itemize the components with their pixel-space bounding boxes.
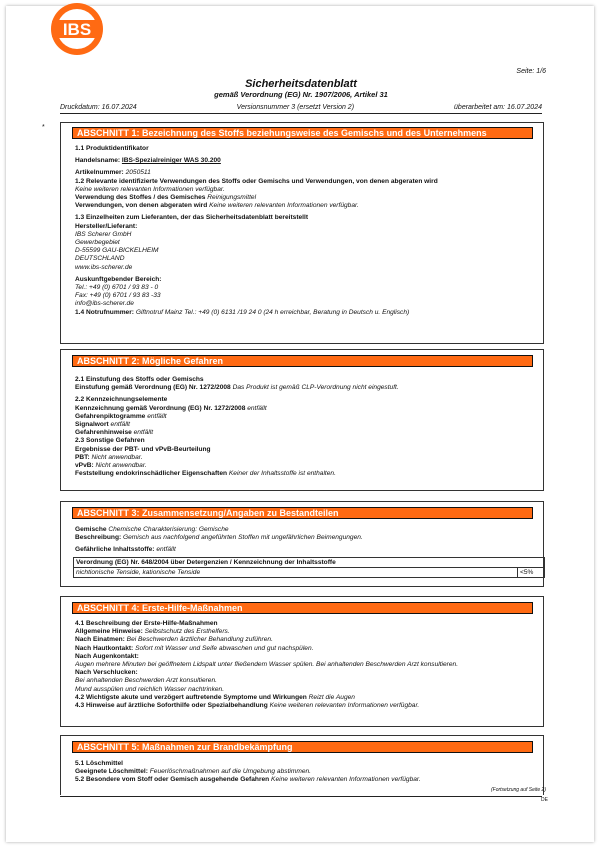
continued-note: (Fortsetzung auf Seite 2) xyxy=(490,787,546,793)
s3-mixtures: · Gemische Chemische Charakterisierung: Gemische xyxy=(75,526,535,534)
s4-eye-label: · Nach Augenkontakt: xyxy=(75,653,535,661)
s2-hazard-statements: · Gefahrenhinweise entfällt xyxy=(75,429,535,437)
version-number: Versionsnummer 3 (ersetzt Version 2) xyxy=(236,104,355,111)
s2-classification-head: · 2.1 Einstufung des Stoffs oder Gemischs xyxy=(75,376,535,384)
footer-divider xyxy=(60,796,542,797)
section-2-body xyxy=(75,376,535,478)
s2-signal-word: · Signalwort entfällt xyxy=(75,421,535,429)
trade-name-value: IBS-Spezialreiniger WAS 30.200 xyxy=(121,157,221,165)
s4-skin: · Nach Hautkontakt: Sofort mit Wasser und Seife abwaschen und gut nachspülen. xyxy=(75,645,535,653)
s1-info-department-label: · Auskunftgebender Bereich: xyxy=(75,276,535,284)
s1-trade-name: · Handelsname: IBS-Spezialreiniger WAS 30.200 xyxy=(75,157,535,165)
s1-manufacturer-label: · Hersteller/Lieferant: xyxy=(75,223,535,231)
section-5-body xyxy=(75,760,535,785)
s2-labelling: · Kennzeichnung gemäß Verordnung (EG) Nr. 1272/2008 entfällt xyxy=(75,405,535,413)
s4-swallow-text: Bei anhaltenden Beschwerden Arzt konsultieren. xyxy=(75,677,217,685)
revision-date: überarbeitet am: 16.07.2024 xyxy=(454,104,542,111)
s4-symptoms: · 4.2 Wichtigste akute und verzögert auftretende Symptome und Wirkungen Reizt die Augen xyxy=(75,694,535,702)
margin-marker: * xyxy=(42,124,45,131)
document-meta-row xyxy=(60,104,542,111)
s1-address-line: Gewerbegebiet xyxy=(75,239,120,247)
detergent-table-header: Verordnung (EG) Nr. 648/2004 über Detergenzien / Kennzeichnung der Inhaltsstoffe xyxy=(74,558,544,568)
section-5-header: ABSCHNITT 5: Maßnahmen zur Brandbekämpfung xyxy=(72,741,533,753)
s4-eye-text: Augen mehrere Minuten bei geöffnetem Lidspalt unter fließendem Wasser spülen. Bei anhaltenden Beschwerden Arzt konsultieren. xyxy=(75,661,459,669)
document-subtitle: gemäß Verordnung (EG) Nr. 1907/2006, Artikel 31 xyxy=(214,90,388,99)
section-4 xyxy=(60,596,544,727)
s1-email: info@ibs-scherer.de xyxy=(75,300,134,308)
s4-medical-attention: · 4.3 Hinweise auf ärztliche Soforthilfe oder Spezialbehandlung Keine weiteren relevanten Informationen verfügbar. xyxy=(75,702,535,710)
s2-other-hazards: · 2.3 Sonstige Gefahren xyxy=(75,437,535,445)
section-1-body xyxy=(75,145,535,317)
section-3-body xyxy=(75,526,535,578)
s4-inhalation: · Nach Einatmen: Bei Beschwerden ärztlicher Behandlung zuführen. xyxy=(75,636,535,644)
s4-swallow-label: · Nach Verschlucken: xyxy=(75,669,535,677)
s2-classification: · Einstufung gemäß Verordnung (EG) Nr. 1272/2008 Das Produkt ist gemäß CLP-Verordnung nicht eingestuft. xyxy=(75,384,535,392)
s1-product-identifier: · 1.1 Produktidentifikator xyxy=(75,145,535,153)
s1-address-line: DEUTSCHLAND xyxy=(75,255,125,263)
section-2 xyxy=(60,349,544,491)
s5-special-hazards: · 5.2 Besondere vom Stoff oder Gemisch ausgehende Gefahren Keine weiteren relevanten Informationen verfügbar. xyxy=(75,776,535,784)
section-4-header: ABSCHNITT 4: Erste-Hilfe-Maßnahmen xyxy=(72,602,533,614)
s1-website: www.ibs-scherer.de xyxy=(75,263,133,271)
section-3 xyxy=(60,501,544,587)
ibs-logo xyxy=(50,2,104,56)
s1-article-number: · Artikelnummer: 2050511 xyxy=(75,169,535,177)
s3-hazardous-components: · Gefährliche Inhaltsstoffe: entfällt xyxy=(75,546,535,554)
table-cell-name: nichtionische Tenside, kationische Tenside xyxy=(74,568,518,577)
s4-description-head: · 4.1 Beschreibung der Erste-Hilfe-Maßnahmen xyxy=(75,620,535,628)
section-1 xyxy=(60,122,544,344)
s2-endocrine: · Feststellung endokrinschädlicher Eigenschaften Keiner der Inhaltsstoffe ist enthalten. xyxy=(75,470,535,478)
section-4-body xyxy=(75,620,535,710)
s1-address-line: D-55599 GAU-BICKELHEIM xyxy=(75,247,159,255)
s5-extinguishing-head: · 5.1 Löschmittel xyxy=(75,760,535,768)
s1-identified-uses: · 1.2 Relevante identifizierte Verwendungen des Stoffs oder Gemischs und Verwendungen, von denen abgeraten wird xyxy=(75,178,535,186)
s2-label-elements: · 2.2 Kennzeichnungselemente xyxy=(75,396,535,404)
table-row xyxy=(74,568,544,577)
section-2-header: ABSCHNITT 2: Mögliche Gefahren xyxy=(72,355,533,367)
header-divider xyxy=(60,113,542,114)
s1-address-line: IBS Scherer GmbH xyxy=(75,230,132,238)
s5-extinguishing-media: · Geeignete Löschmittel: Feuerlöschmaßnahmen auf die Umgebung abstimmen. xyxy=(75,768,535,776)
s1-supplier-details: · 1.3 Einzelheiten zum Lieferanten, der das Sicherheitsdatenblatt bereitstellt xyxy=(75,214,535,222)
s2-pictograms: · Gefahrenpiktogramme entfällt xyxy=(75,413,535,421)
page-number: Seite: 1/6 xyxy=(516,68,546,75)
s1-emergency-number: · 1.4 Notrufnummer: Giftnotruf Mainz Tel.: +49 (0) 6131 /19 24 0 (24 h erreichbar, Beratung in Deutsch u. Englisch) xyxy=(75,309,535,317)
s3-description: · Beschreibung: Gemisch aus nachfolgend angeführten Stoffen mit ungefährlichen Beimengungen. xyxy=(75,534,535,542)
s2-pbt-head: · Ergebnisse der PBT- und vPvB-Beurteilung xyxy=(75,446,535,454)
s4-general: · Allgemeine Hinweise: Selbstschutz des Ersthelfers. xyxy=(75,628,535,636)
svg-text:IBS: IBS xyxy=(62,20,92,39)
s1-use: · Verwendung des Stoffes / des Gemisches Reinigungsmittel xyxy=(75,194,535,202)
section-5 xyxy=(60,735,544,795)
document-title: Sicherheitsdatenblatt xyxy=(245,78,357,90)
language-code: DE xyxy=(541,797,548,803)
s1-phone: Tel.: +49 (0) 6701 / 93 83 - 0 xyxy=(75,284,159,292)
s1-advised-against: · Verwendungen, von denen abgeraten wird Keine weiteren relevanten Informationen verfügbar. xyxy=(75,202,535,210)
section-1-header: ABSCHNITT 1: Bezeichnung des Stoffs beziehungsweise des Gemischs und des Unternehmens xyxy=(72,127,533,139)
s1-identified-uses-text: Keine weiteren relevanten Informationen verfügbar. xyxy=(75,185,225,193)
section-3-header: ABSCHNITT 3: Zusammensetzung/Angaben zu Bestandteilen xyxy=(72,507,533,519)
table-cell-value: <5% xyxy=(520,568,534,576)
s4-swallow-text: Mund ausspülen und reichlich Wasser nachtrinken. xyxy=(75,685,225,693)
s2-vpvb: · vPvB: Nicht anwendbar. xyxy=(75,462,535,470)
s1-fax: Fax: +49 (0) 6701 / 93 83 -33 xyxy=(75,292,161,300)
print-date: Druckdatum: 16.07.2024 xyxy=(60,104,137,111)
detergent-table xyxy=(73,557,545,578)
s2-pbt: · PBT: Nicht anwendbar. xyxy=(75,454,535,462)
